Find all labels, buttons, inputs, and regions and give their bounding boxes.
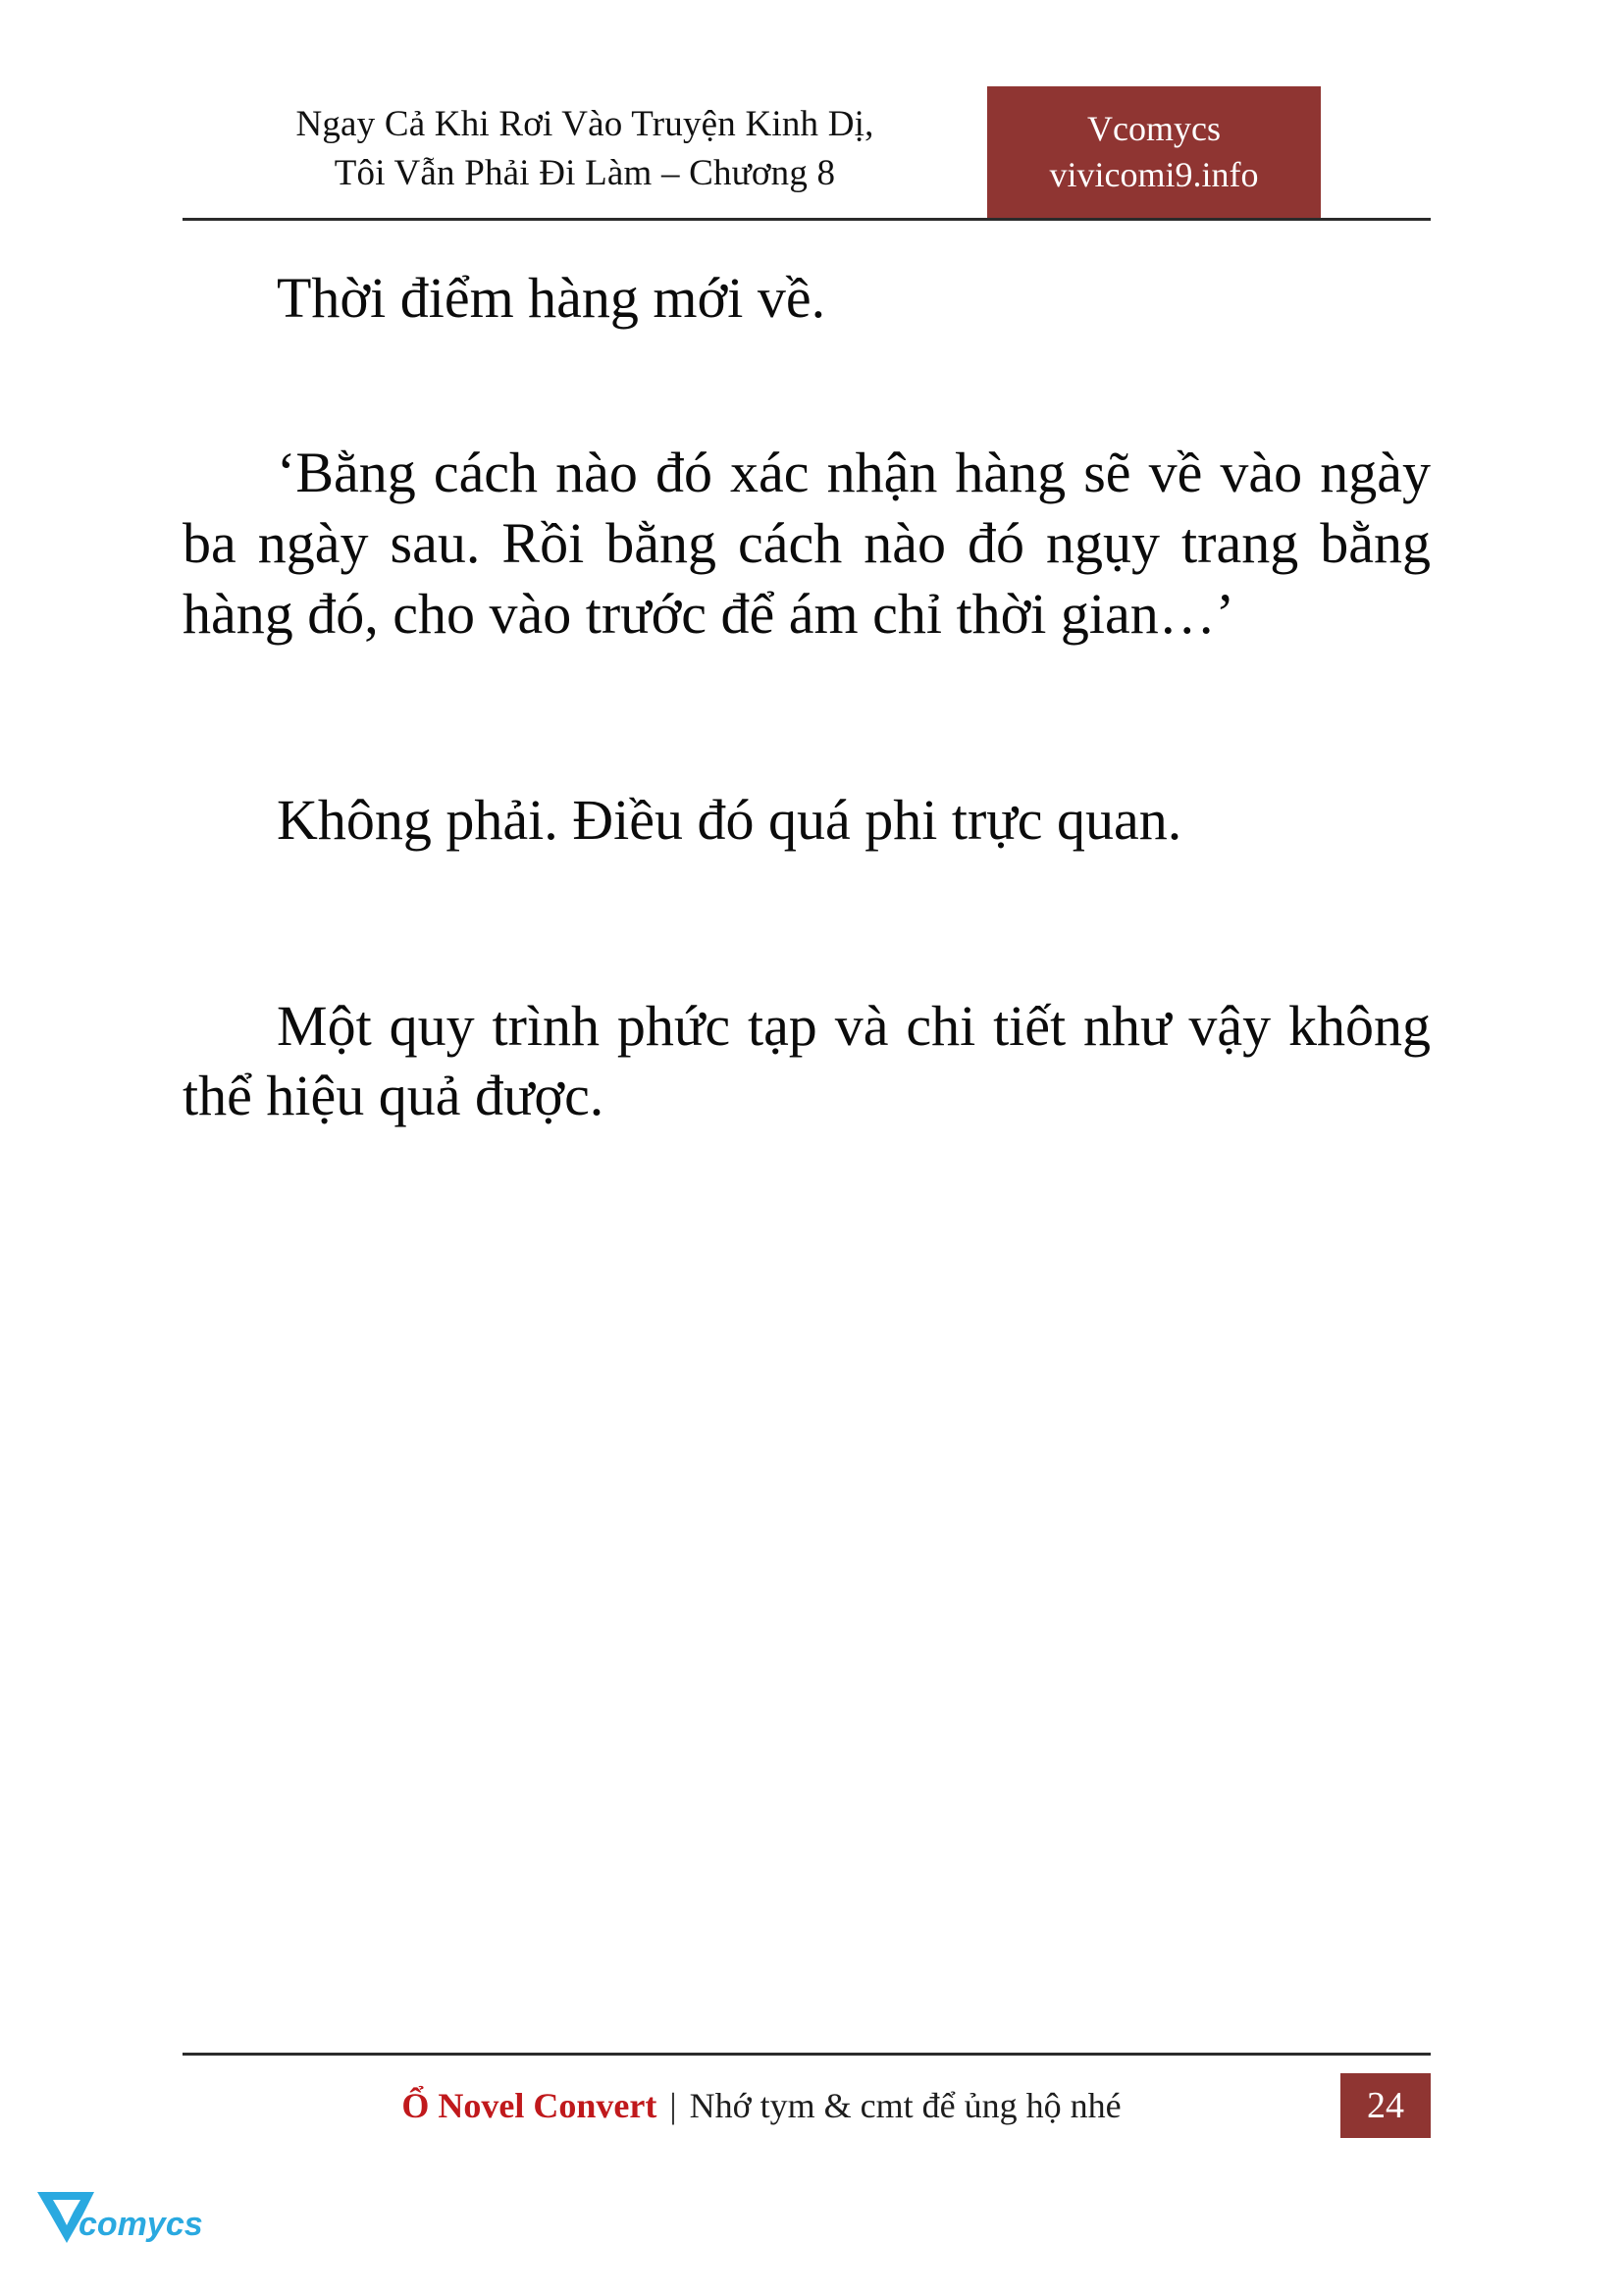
footer-note: Nhớ tym & cmt để ủng hộ nhé: [689, 2086, 1122, 2125]
paragraph-spacer: [183, 714, 1431, 785]
watermark-icon: [33, 2186, 259, 2265]
paragraph-spacer: [183, 920, 1431, 991]
paragraph: Không phải. Điều đó quá phi trực quan.: [277, 787, 1182, 852]
footer-brand: Ổ Novel Convert: [401, 2086, 657, 2125]
header-divider: [183, 218, 1431, 221]
page-number-badge: 24: [1340, 2073, 1431, 2138]
page-header: [183, 86, 1431, 224]
paragraph: Thời điểm hàng mới về.: [277, 266, 826, 330]
svg-text:comycs: comycs: [79, 2206, 203, 2243]
paragraph: Một quy trình phức tạp và chi tiết như vậy không thể hiệu quả được.: [183, 993, 1431, 1128]
footer-separator: |: [669, 2086, 677, 2125]
vcomycs-watermark-logo: [33, 2186, 259, 2265]
page-title-line2: Tôi Vẫn Phải Đi Làm – Chương 8: [334, 152, 836, 193]
site-badge-brand: Vcomycs: [1087, 109, 1221, 148]
page-content: [183, 263, 1431, 1196]
footer-credit: [183, 2073, 1340, 2138]
page-footer: [183, 2053, 1431, 2138]
site-badge: [987, 86, 1321, 220]
page-title-line1: Ngay Cả Khi Rơi Vào Truyện Kinh Dị,: [295, 104, 874, 144]
paragraph-spacer: [183, 398, 1431, 438]
header-inner: [183, 86, 1431, 212]
footer-inner: [183, 2073, 1431, 2138]
site-badge-url: vivicomi9.info: [1049, 154, 1259, 194]
footer-divider: [183, 2053, 1431, 2056]
paragraph: ‘Bằng cách nào đó xác nhận hàng sẽ về vào ngày ba ngày sau. Rồi bằng cách nào đó ngụy trang bằng hàng đó, cho vào trước để ám chỉ thời gian…’: [183, 440, 1431, 646]
page-title: [183, 86, 987, 198]
